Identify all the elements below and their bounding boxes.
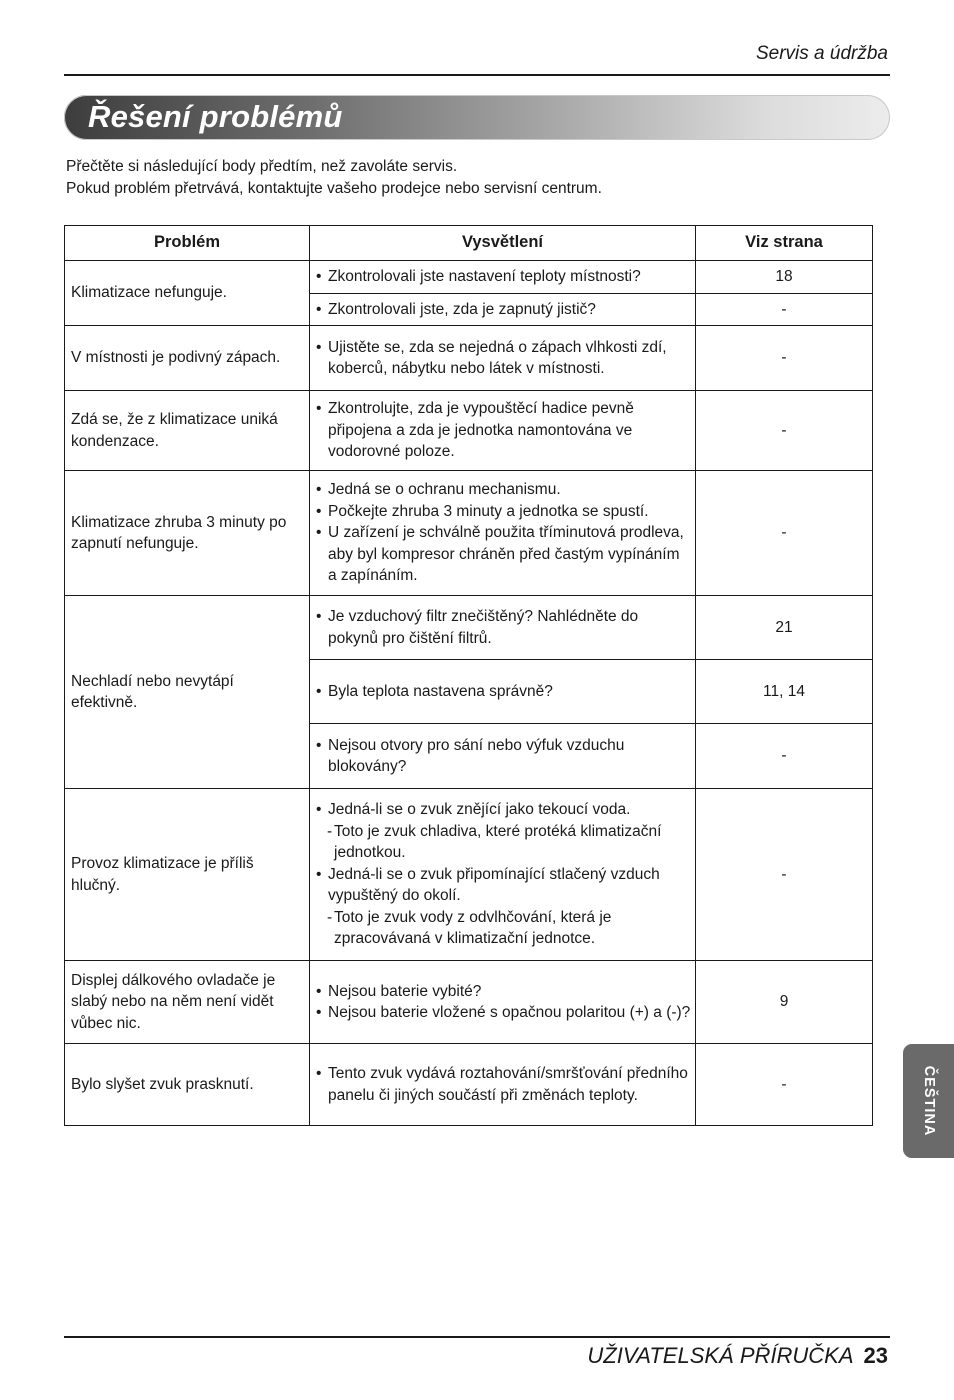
page-reference-cell: - bbox=[696, 789, 873, 961]
explanation-text: U zařízení je schválně použita tříminutová prodleva, aby byl kompresor chráněn před častým vypínáním a zapínáním. bbox=[328, 524, 684, 585]
table-row bbox=[65, 326, 873, 391]
explanation-text: Jedná-li se o zvuk připomínající stlačený vzduch vypuštěný do okolí. bbox=[328, 865, 660, 905]
explanation-cell bbox=[310, 294, 696, 326]
bullet-mark: • bbox=[316, 608, 322, 625]
intro-line: Pokud problém přetrvává, kontaktujte vašeho prodejce nebo servisní centrum. bbox=[66, 180, 602, 197]
explanation-cell bbox=[310, 961, 696, 1044]
language-tab bbox=[903, 1044, 954, 1158]
bullet-mark: • bbox=[316, 338, 322, 356]
bullet-item bbox=[316, 981, 691, 1003]
table-body bbox=[65, 261, 873, 1126]
explanation-cell bbox=[310, 724, 696, 789]
bullet-mark: • bbox=[316, 1065, 322, 1082]
section-header: Servis a údržba bbox=[755, 43, 888, 64]
bullet-item bbox=[316, 337, 691, 380]
troubleshooting-table bbox=[64, 225, 873, 1126]
footer bbox=[587, 1343, 888, 1369]
explanation-cell bbox=[310, 391, 696, 471]
bullet-mark: • bbox=[316, 682, 322, 700]
intro-line: Přečtěte si následující body předtím, než zavoláte servis. bbox=[66, 158, 458, 175]
bullet-item bbox=[316, 501, 691, 523]
explanation-text: Ujistěte se, zda se nejedná o zápach vlhkosti zdí, koberců, nábytku nebo látek v místnosti. bbox=[328, 338, 667, 377]
bullet-mark: • bbox=[316, 502, 322, 520]
explanation-cell bbox=[310, 326, 696, 391]
language-tab-label: ČEŠTINA bbox=[920, 1065, 937, 1137]
footer-divider bbox=[64, 1336, 890, 1338]
header-divider bbox=[64, 74, 890, 76]
table-row bbox=[65, 789, 873, 961]
bullet-item bbox=[316, 1063, 691, 1106]
bullet-item bbox=[316, 864, 691, 907]
explanation-text: Nejsou baterie vložené s opačnou polaritou (+) a (-)? bbox=[328, 1004, 691, 1021]
problem-cell: Klimatizace zhruba 3 minuty po zapnutí nefunguje. bbox=[65, 471, 310, 596]
title-banner bbox=[64, 95, 890, 140]
problem-cell: Bylo slyšet zvuk prasknutí. bbox=[65, 1044, 310, 1126]
table-row bbox=[65, 471, 873, 596]
bullet-item bbox=[316, 1002, 691, 1024]
table-row bbox=[65, 391, 873, 471]
bullet-item bbox=[316, 681, 691, 703]
bullet-mark: • bbox=[316, 400, 322, 418]
bullet-mark: • bbox=[316, 982, 322, 1000]
page-reference-cell: - bbox=[696, 1044, 873, 1126]
problem-cell: Klimatizace nefunguje. bbox=[65, 261, 310, 326]
page-reference-cell: - bbox=[696, 391, 873, 471]
problem-cell: Nechladí nebo nevytápí efektivně. bbox=[65, 596, 310, 789]
bullet-item bbox=[316, 299, 691, 321]
explanation-text: Nejsou baterie vybité? bbox=[328, 982, 482, 1000]
explanation-text: Byla teplota nastavena správně? bbox=[328, 682, 553, 700]
explanation-text: Toto je zvuk chladiva, které protéká klimatizační jednotkou. bbox=[334, 822, 662, 862]
dash-mark: - bbox=[327, 908, 333, 926]
page-title: Řešení problémů bbox=[88, 99, 343, 134]
bullet-mark: • bbox=[316, 300, 322, 318]
bullet-mark: • bbox=[316, 865, 322, 883]
explanation-text: Jedná se o ochranu mechanismu. bbox=[328, 481, 561, 499]
column-header-page: Viz strana bbox=[696, 226, 873, 261]
explanation-cell bbox=[310, 471, 696, 596]
bullet-item bbox=[316, 606, 691, 649]
explanation-text: Zkontrolovali jste nastavení teploty místnosti? bbox=[328, 268, 641, 286]
bullet-mark: • bbox=[316, 1004, 322, 1021]
explanation-cell bbox=[310, 1044, 696, 1126]
explanation-text: Zkontrolujte, zda je vypouštěcí hadice pevně připojena a zda je jednotka namontována ve vodorovné poloze. bbox=[328, 400, 634, 461]
page-reference-cell: 9 bbox=[696, 961, 873, 1044]
explanation-cell bbox=[310, 261, 696, 294]
page-reference-cell: 21 bbox=[696, 596, 873, 660]
dash-item bbox=[316, 821, 691, 864]
explanation-text: Jedná-li se o zvuk znějící jako tekoucí voda. bbox=[328, 801, 631, 819]
column-header-explanation: Vysvětlení bbox=[310, 226, 696, 261]
page-reference-cell: - bbox=[696, 724, 873, 789]
problem-cell: Displej dálkového ovladače je slabý nebo na něm není vidět vůbec nic. bbox=[65, 961, 310, 1044]
bullet-mark: • bbox=[316, 736, 322, 754]
bullet-item bbox=[316, 479, 691, 501]
problem-cell: Zdá se, že z klimatizace uniká kondenzace. bbox=[65, 391, 310, 471]
page-reference-cell: - bbox=[696, 294, 873, 326]
table-row bbox=[65, 261, 873, 294]
bullet-item bbox=[316, 735, 691, 778]
explanation-text: Toto je zvuk vody z odvlhčování, která je zpracovávaná v klimatizační jednotce. bbox=[334, 908, 612, 948]
page-reference-cell: - bbox=[696, 326, 873, 391]
problem-cell: V místnosti je podivný zápach. bbox=[65, 326, 310, 391]
explanation-text: Je vzduchový filtr znečištěný? Nahlédněte do pokynů pro čištění filtrů. bbox=[328, 608, 639, 647]
table-row bbox=[65, 1044, 873, 1126]
bullet-mark: • bbox=[316, 801, 322, 819]
explanation-text: Zkontrolovali jste, zda je zapnutý jistič? bbox=[328, 300, 596, 318]
bullet-item bbox=[316, 398, 691, 463]
explanation-cell bbox=[310, 596, 696, 660]
table-row bbox=[65, 961, 873, 1044]
intro-text bbox=[66, 156, 886, 200]
table-row bbox=[65, 596, 873, 660]
column-header-problem: Problém bbox=[65, 226, 310, 261]
bullet-mark: • bbox=[316, 268, 322, 286]
footer-label: UŽIVATELSKÁ PŘÍRUČKA bbox=[587, 1343, 854, 1368]
explanation-text: Počkejte zhruba 3 minuty a jednotka se spustí. bbox=[328, 502, 649, 520]
page-number: 23 bbox=[863, 1343, 888, 1368]
dash-item bbox=[316, 907, 691, 950]
bullet-mark: • bbox=[316, 481, 322, 499]
table-header-row bbox=[65, 226, 873, 261]
explanation-cell bbox=[310, 660, 696, 724]
bullet-item bbox=[316, 522, 691, 587]
bullet-item bbox=[316, 799, 691, 821]
page-reference-cell: - bbox=[696, 471, 873, 596]
bullet-mark: • bbox=[316, 524, 322, 542]
explanation-text: Nejsou otvory pro sání nebo výfuk vzduchu blokovány? bbox=[328, 736, 625, 775]
explanation-text: Tento zvuk vydává roztahování/smršťování předního panelu či jiných součástí při změnách teploty. bbox=[328, 1065, 688, 1104]
dash-mark: - bbox=[327, 822, 333, 840]
page-reference-cell: 18 bbox=[696, 261, 873, 294]
page-reference-cell: 11, 14 bbox=[696, 660, 873, 724]
bullet-item bbox=[316, 266, 691, 288]
explanation-cell bbox=[310, 789, 696, 961]
problem-cell: Provoz klimatizace je příliš hlučný. bbox=[65, 789, 310, 961]
